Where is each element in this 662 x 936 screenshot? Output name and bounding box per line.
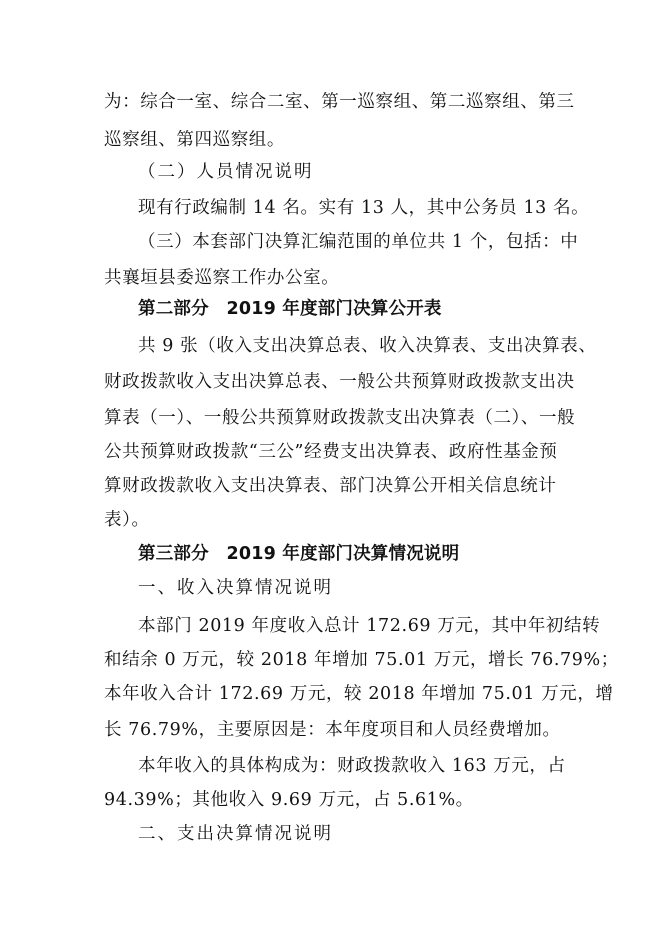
paragraph-line: 财政拨款收入支出决算总表、一般公共预算财政拨款支出决 xyxy=(104,372,575,392)
paragraph-line: 表）。 xyxy=(104,510,150,530)
paragraph-line: 共襄垣县委巡察工作办公室。 xyxy=(104,268,340,288)
paragraph-line: 公共预算财政拨款“三公”经费支出决算表、政府性基金预 xyxy=(104,442,558,462)
section-subheading: 一、收入决算情况说明 xyxy=(138,578,333,598)
paragraph-line: 巡察组、第四巡察组。 xyxy=(104,130,285,150)
paragraph-line: 本年收入的具体构成为：财政拨款收入 163 万元，占 xyxy=(138,756,566,776)
paragraph-line: 本部门 2019 年度收入总计 172.69 万元，其中年初结转 xyxy=(138,616,601,636)
section-heading: 第二部分 2019 年度部门决算公开表 xyxy=(138,299,442,319)
paragraph-line: 和结余 0 万元，较 2018 年增加 75.01 万元，增长 76.79%； xyxy=(104,650,619,670)
section-subheading: （二）人员情况说明 xyxy=(138,162,314,182)
section-subheading: 二、支出决算情况说明 xyxy=(138,824,333,844)
paragraph-line: 本年收入合计 172.69 万元，较 2018 年增加 75.01 万元，增 xyxy=(104,684,614,704)
paragraph-line: 为：综合一室、综合二室、第一巡察组、第二巡察组、第三 xyxy=(104,92,575,112)
paragraph-line: 算财政拨款收入支出决算表、部门决算公开相关信息统计 xyxy=(104,476,557,496)
paragraph-line: 94.39%；其他收入 9.69 万元，占 5.61%。 xyxy=(104,790,474,810)
paragraph-line: （三）本套部门决算汇编范围的单位共 1 个，包括：中 xyxy=(138,232,579,252)
paragraph-line: 共 9 张（收入支出决算总表、收入决算表、支出决算表、 xyxy=(138,336,597,356)
paragraph-line: 长 76.79%，主要原因是：本年度项目和人员经费增加。 xyxy=(104,720,561,740)
paragraph-line: 现有行政编制 14 名。实有 13 人，其中公务员 13 名。 xyxy=(138,198,590,218)
paragraph-line: 算表（一）、一般公共预算财政拨款支出决算表（二）、一般 xyxy=(104,408,576,428)
section-heading: 第三部分 2019 年度部门决算情况说明 xyxy=(138,544,460,564)
